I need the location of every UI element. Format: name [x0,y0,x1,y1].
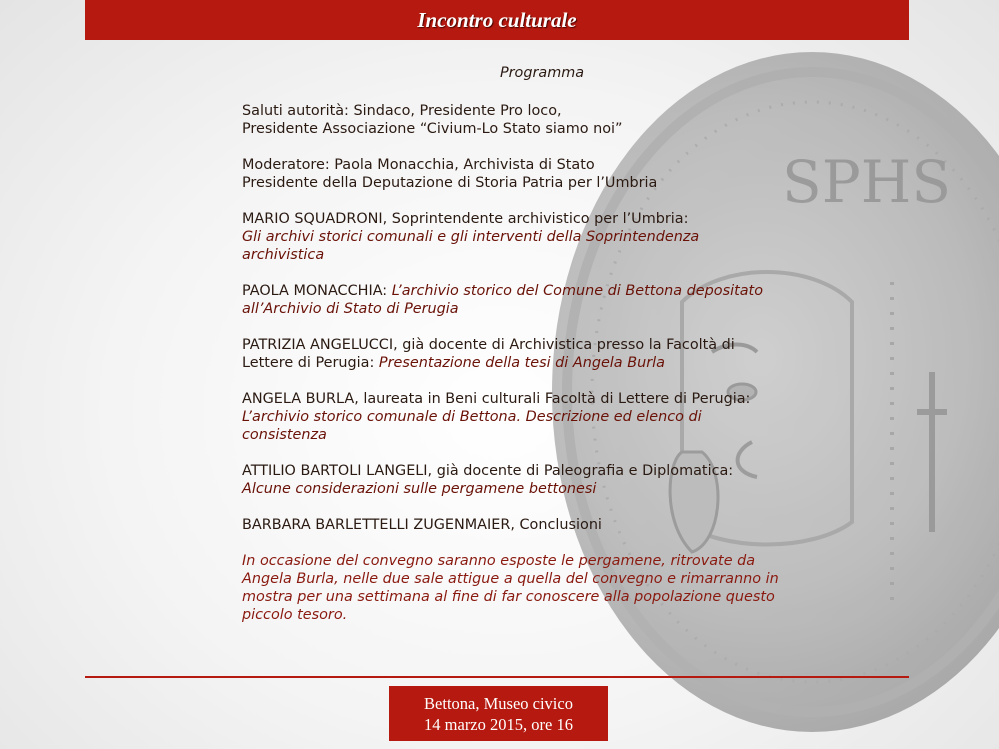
program-subtitle: Programma [499,65,585,81]
program-item-angelucci [242,336,782,372]
program [242,64,782,624]
speaker-name: ATTILIO BARTOLI LANGELI, già docente di Paleografia e Diplomatica: [242,463,734,479]
page-title: Incontro culturale [417,7,577,32]
event-place: Bettona, Museo civico [424,693,573,713]
header-bar [85,0,909,40]
speaker-name: PAOLA MONACCHIA: [242,283,392,299]
divider [85,676,909,678]
speaker-name: BARBARA BARLETTELLI ZUGENMAIER, Conclusioni [242,517,602,533]
speaker-name: MARIO SQUADRONI, Soprintendente archivistico per l’Umbria: [242,211,689,227]
talk-title: L’archivio storico comunale di Bettona. Descrizione ed elenco di consistenza [242,409,702,443]
program-item-moderator [242,156,782,192]
greetings-line-2: Presidente Associazione “Civium-Lo Stato siamo noi” [242,121,623,137]
program-item-burla [242,390,782,444]
program-item-monacchia [242,282,782,318]
program-item-squadroni [242,210,782,264]
greetings-line-1: Saluti autorità: Sindaco, Presidente Pro loco, [242,103,562,119]
moderator-line-2: Presidente della Deputazione di Storia Patria per l’Umbria [242,175,658,191]
program-item-greetings [242,102,782,138]
moderator-line-1: Moderatore: Paola Monacchia, Archivista di Stato [242,157,595,173]
event-info-box [389,686,608,741]
coin-legend: SPHS [782,148,952,216]
speaker-name: PATRIZIA ANGELUCCI, già docente di Archivistica presso la Facoltà di Lettere di Perugia: [242,337,735,371]
talk-title: Presentazione della tesi di Angela Burla [378,355,665,371]
talk-title: Gli archivi storici comunali e gli interventi della Soprintendenza archivistica [242,229,700,263]
talk-title: Alcune considerazioni sulle pergamene bettonesi [242,481,597,497]
speaker-name: ANGELA BURLA, laureata in Beni culturali Facoltà di Lettere di Perugia: [242,391,751,407]
talk-title: L’archivio storico del Comune di Bettona depositato all’Archivio di Stato di Perugia [242,283,763,317]
event-date: 14 marzo 2015, ore 16 [424,714,573,734]
program-item-bartoli-langeli [242,462,782,498]
program-item-conclusions [242,516,782,534]
exhibition-note: In occasione del convegno saranno esposte le pergamene, ritrovate da Angela Burla, nelle due sale attigue a quella del convegno e rimarranno in mostra per una settimana al fine di far conoscere alla popolazione questo piccolo tesoro. [242,553,779,623]
